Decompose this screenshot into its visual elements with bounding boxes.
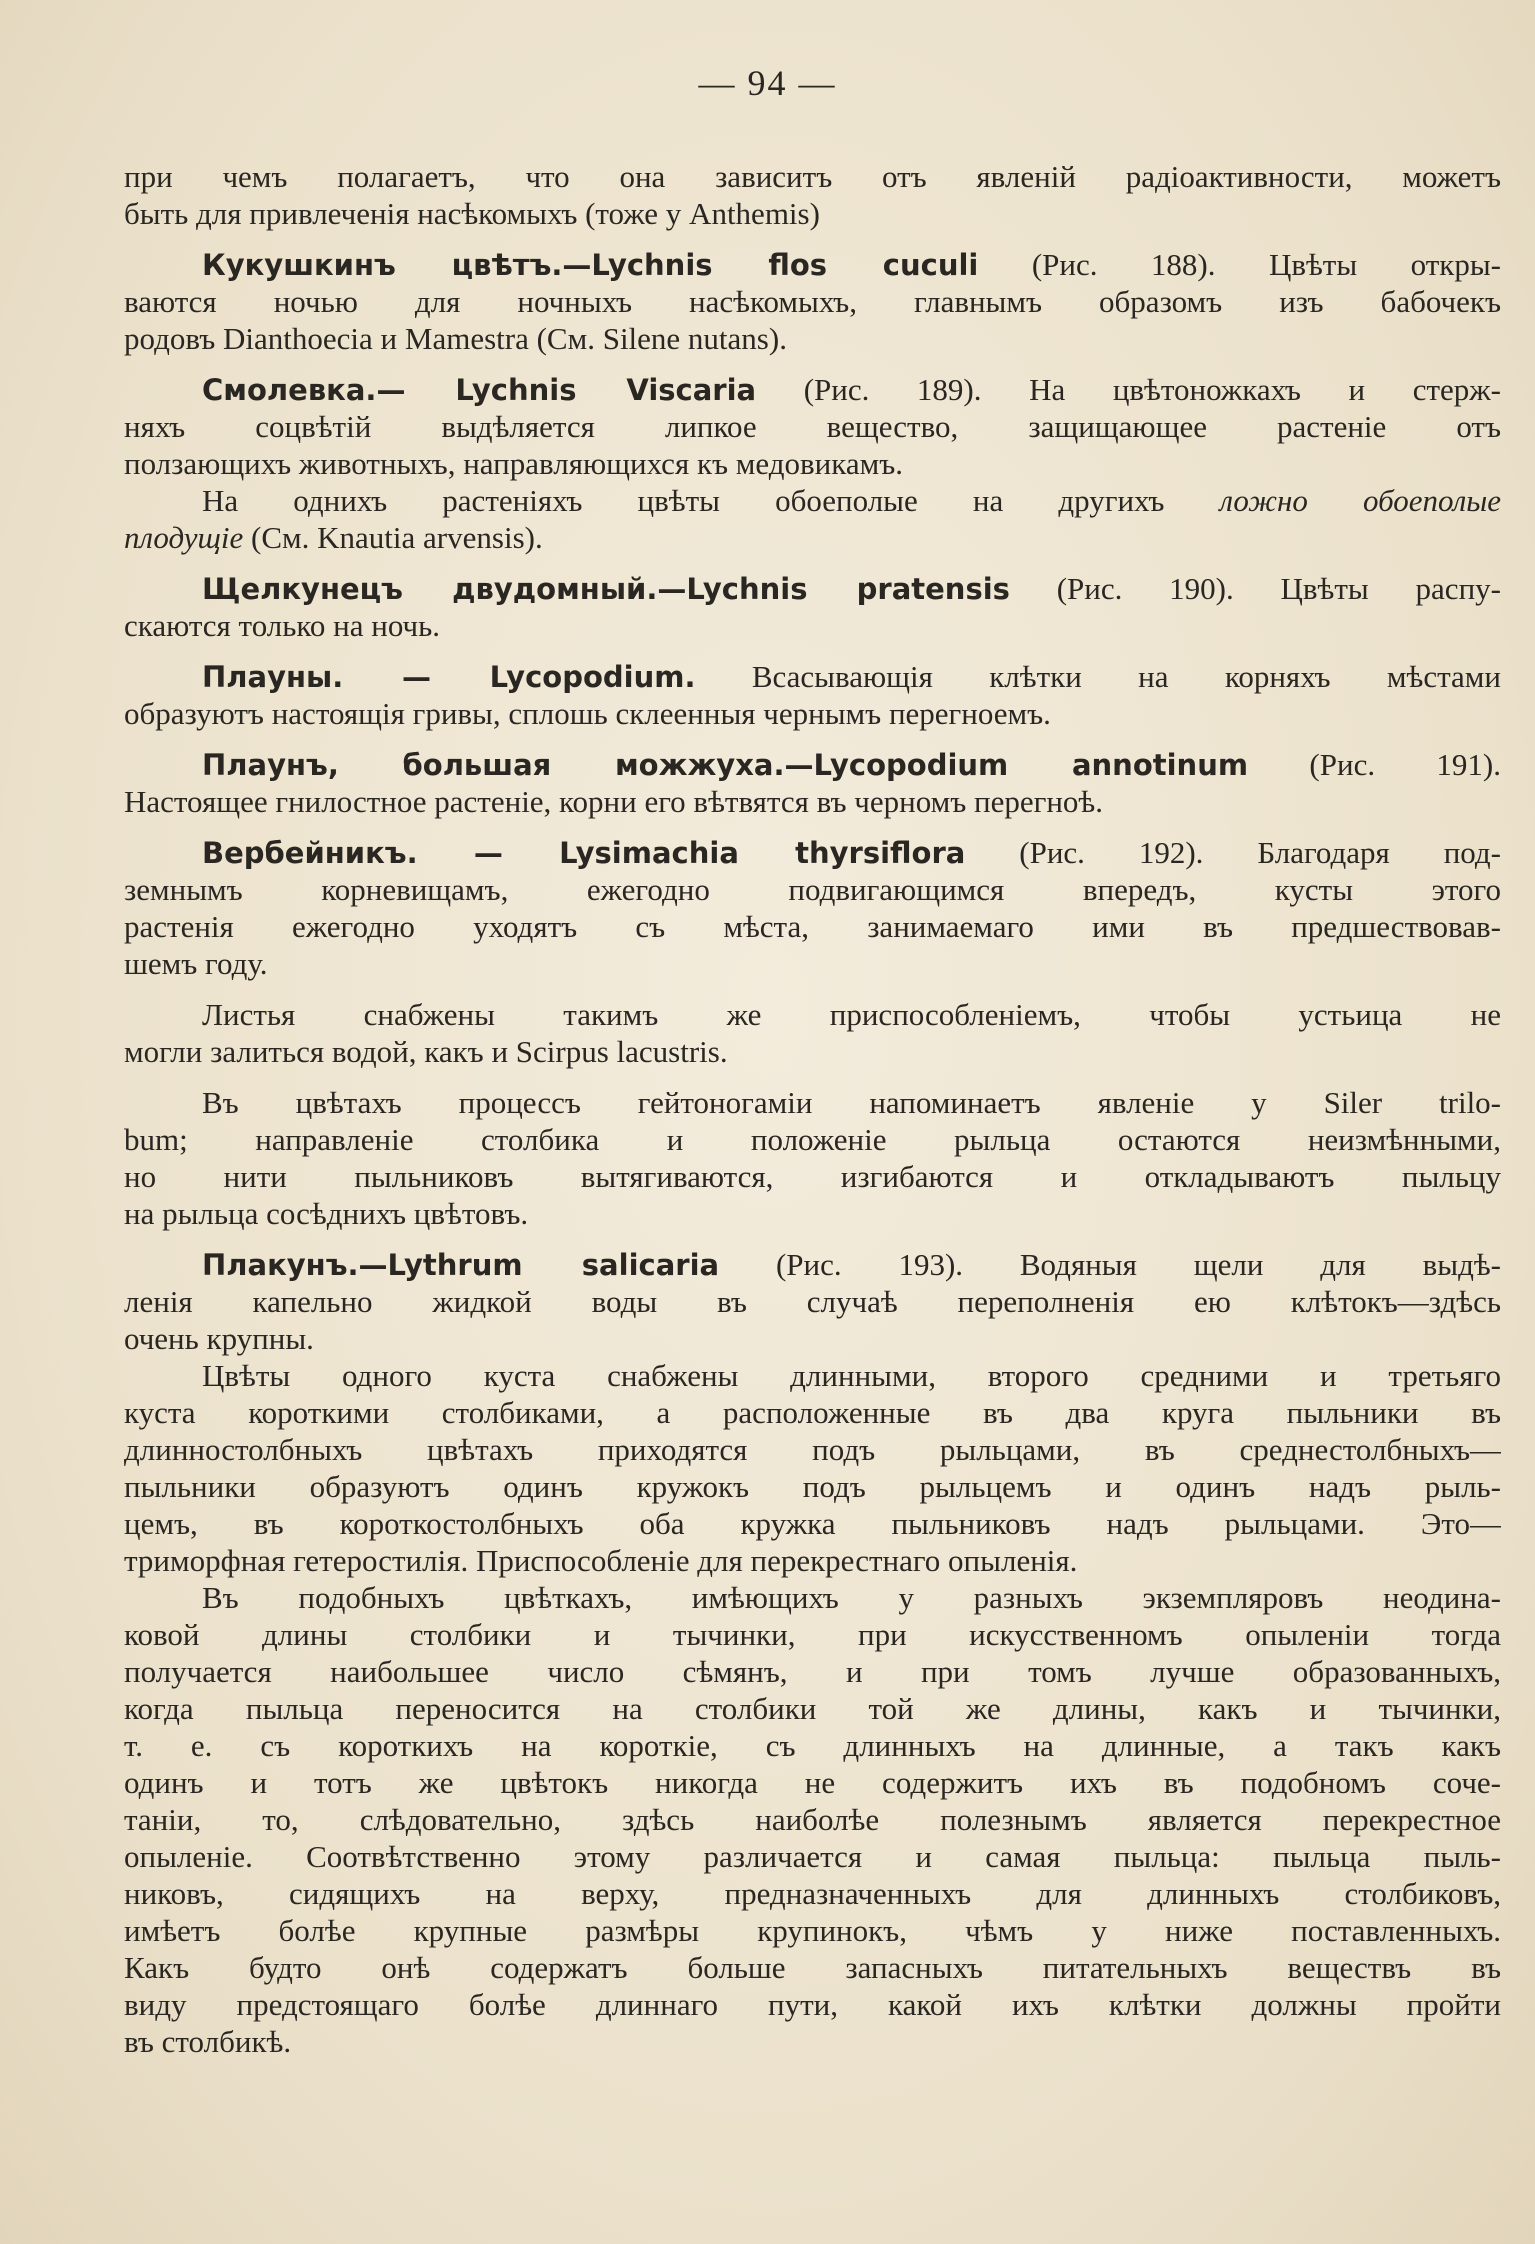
italic-term: плодущіе — [124, 520, 244, 555]
entry-line — [124, 658, 1501, 695]
text-line: bum; направленіе столбика и положеніе рыльца остаются неизмѣнными, — [124, 1122, 1501, 1157]
text-line: ползающихъ животныхъ, направляющихся къ медовикамъ. — [124, 446, 904, 481]
entry-text: (Рис. 190). Цвѣты распу- — [1009, 571, 1501, 606]
entry-line — [124, 834, 1501, 871]
entry-line — [124, 570, 1501, 607]
text-line: на рыльца сосѣднихъ цвѣтовъ. — [124, 1196, 529, 1231]
entry-line — [124, 746, 1501, 783]
entry-heading: Кукушкинъ цвѣтъ.—Lychnis flos cuculi — [202, 248, 979, 282]
text-line: земнымъ корневищамъ, ежегодно подвигающимся впередъ, кусты этого — [124, 872, 1501, 907]
entry-line — [124, 371, 1501, 408]
text-line: при чемъ полагаетъ, что она зависитъ отъ явленій радіоактивности, можетъ — [124, 159, 1501, 194]
entry-text: (Рис. 193). Водяныя щели для выдѣ- — [719, 1247, 1501, 1282]
text-line: могли залиться водой, какъ и Scirpus lacustris. — [124, 1034, 728, 1069]
text-line: Настоящее гнилостное растеніе, корни его вѣтвятся въ черномъ перегноѣ. — [124, 784, 1104, 819]
text-line: опыленіе. Соотвѣтственно этому различается и самая пыльца: пыльца пыль- — [124, 1839, 1501, 1874]
text-line: длинностолбныхъ цвѣтахъ приходятся подъ рыльцами, въ среднестолбныхъ— — [124, 1432, 1501, 1467]
entry-heading: Вербейникъ. — Lysimachia thyrsiflora — [202, 836, 966, 870]
entry-line — [124, 1246, 1501, 1283]
text-line: ваются ночью для ночныхъ насѣкомыхъ, главнымъ образомъ изъ бабочекъ — [124, 284, 1501, 319]
entry-text: Всасывающія клѣтки на корняхъ мѣстами — [695, 659, 1501, 694]
text-segment: (См. Knautia arvensis). — [243, 520, 543, 555]
text-line: никовъ, сидящихъ на верху, предназначенныхъ для длинныхъ столбиковъ, — [124, 1876, 1501, 1911]
page-body — [124, 158, 1501, 2060]
text-line: няхъ соцвѣтій выдѣляется липкое вещество, защищающее растеніе отъ — [124, 409, 1501, 444]
text-line: т. е. съ короткихъ на короткіе, съ длинныхъ на длинные, а такъ какъ — [124, 1728, 1501, 1763]
entry-heading: Плаунъ, большая можжуха.—Lycopodium annotinum — [202, 748, 1249, 782]
text-line: Въ подобныхъ цвѣткахъ, имѣющихъ у разныхъ экземпляровъ неодина- — [202, 1580, 1501, 1615]
page-number: — 94 — — [698, 63, 837, 103]
entry-heading: Щелкунецъ двудомный.—Lychnis pratensis — [202, 572, 1010, 606]
text-line — [124, 519, 1501, 556]
text-line: цемъ, въ короткостолбныхъ оба кружка пыльниковъ надъ рыльцами. Это— — [124, 1506, 1501, 1541]
text-line: шемъ году. — [124, 946, 268, 981]
text-line: въ столбикѣ. — [124, 2024, 292, 2059]
entry-heading: Плауны. — Lycopodium. — [202, 660, 696, 694]
text-line: получается наибольшее число сѣмянъ, и при томъ лучше образованныхъ, — [124, 1654, 1501, 1689]
text-line: таніи, то, слѣдовательно, здѣсь наиболѣе полезнымъ является перекрестное — [124, 1802, 1501, 1837]
text-segment: На однихъ растеніяхъ цвѣты обоеполые на другихъ — [202, 483, 1220, 518]
text-line: растенія ежегодно уходятъ съ мѣста, занимаемаго ими въ предшествовав- — [124, 909, 1501, 944]
text-line: но нити пыльниковъ вытягиваются, изгибаются и откладываютъ пыльцу — [124, 1159, 1501, 1194]
entry-text: (Рис. 191). — [1248, 747, 1501, 782]
italic-term: ложно обоеполые — [1219, 483, 1501, 518]
text-line — [124, 482, 1501, 519]
entry-text: (Рис. 189). На цвѣтоножкахъ и стерж- — [756, 372, 1501, 407]
entry-heading: Плакунъ.—Lythrum salicaria — [202, 1248, 720, 1282]
text-line: Въ цвѣтахъ процессъ гейтоногаміи напоминаетъ явленіе у Siler trilo- — [202, 1085, 1501, 1120]
text-line: быть для привлеченія насѣкомыхъ (тоже у Anthemis) — [124, 196, 820, 231]
entry-heading: Смолевка.— Lychnis Viscaria — [202, 373, 757, 407]
entry-line — [124, 246, 1501, 283]
text-line: куста короткими столбиками, а расположенные въ два круга пыльники въ — [124, 1395, 1501, 1430]
text-line: Цвѣты одного куста снабжены длинными, второго средними и третьяго — [202, 1358, 1501, 1393]
text-line: когда пыльца переносится на столбики той же длины, какъ и тычинки, — [124, 1691, 1501, 1726]
text-line: триморфная гетеростилія. Приспособленіе для перекрестнаго опыленія. — [124, 1543, 1078, 1578]
text-line: Какъ будто онѣ содержатъ больше запасныхъ питательныхъ веществъ въ — [124, 1950, 1501, 1985]
text-line: очень крупны. — [124, 1321, 314, 1356]
entry-text: (Рис. 192). Благодаря под- — [965, 835, 1501, 870]
text-line: родовъ Dianthoecia и Mamestra (См. Silene nutans). — [124, 321, 787, 356]
text-line: ковой длины столбики и тычинки, при искусственномъ опыленіи тогда — [124, 1617, 1501, 1652]
text-line: виду предстоящаго болѣе длиннаго пути, какой ихъ клѣтки должны пройти — [124, 1987, 1501, 2022]
text-line: имѣетъ болѣе крупные размѣры крупинокъ, чѣмъ у ниже поставленныхъ. — [124, 1913, 1501, 1948]
text-line: ленія капельно жидкой воды въ случаѣ переполненія ею клѣтокъ—здѣсь — [124, 1284, 1501, 1319]
text-line: скаются только на ночь. — [124, 608, 440, 643]
text-line: образуютъ настоящія гривы, сплошь склеенныя чернымъ перегноемъ. — [124, 696, 1051, 731]
entry-text: (Рис. 188). Цвѣты откры- — [978, 247, 1501, 282]
text-line: пыльники образуютъ одинъ кружокъ подъ рыльцемъ и одинъ надъ рыль- — [124, 1469, 1501, 1504]
text-line: одинъ и тотъ же цвѣтокъ никогда не содержитъ ихъ въ подобномъ соче- — [124, 1765, 1501, 1800]
text-line: Листья снабжены такимъ же приспособленіемъ, чтобы устьица не — [202, 997, 1501, 1032]
